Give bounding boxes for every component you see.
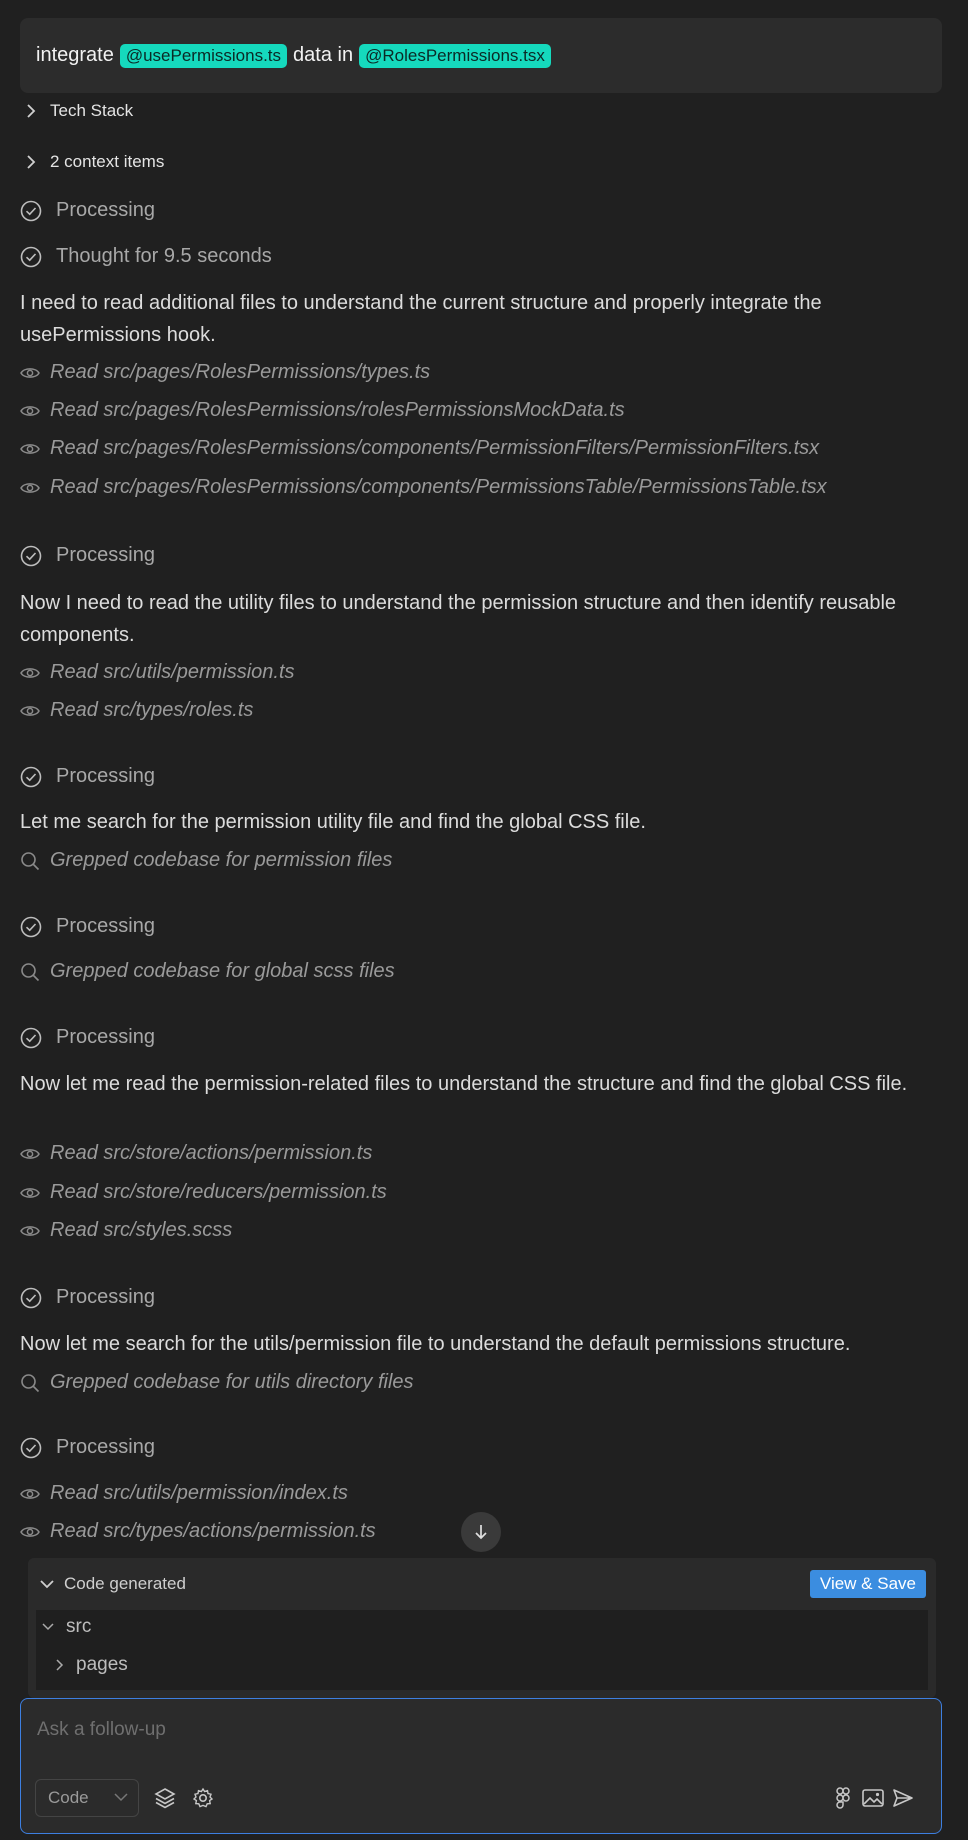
status-processing	[20, 1026, 155, 1049]
chevron-down-icon	[114, 1793, 128, 1802]
file-read-action[interactable]	[20, 699, 253, 722]
context-items-label: 2 context items	[50, 152, 165, 171]
chevron-down-icon	[42, 1623, 54, 1631]
file-read-action[interactable]	[20, 1142, 372, 1165]
status-label: Thought for 9.5 seconds	[56, 245, 272, 267]
eye-icon	[20, 442, 40, 456]
file-read-action[interactable]	[20, 399, 625, 422]
action-label: Grepped codebase for permission files	[50, 849, 393, 871]
action-label: Read src/utils/permission/index.ts	[50, 1482, 348, 1504]
tree-label: pages	[76, 1654, 128, 1675]
status-label: Processing	[56, 1286, 155, 1308]
eye-icon	[20, 481, 40, 495]
arrow-down-icon	[473, 1523, 489, 1541]
chevron-right-icon	[26, 155, 36, 169]
file-read-action[interactable]	[20, 1520, 376, 1543]
layers-icon	[153, 1786, 177, 1810]
status-label: Processing	[56, 1026, 155, 1048]
eye-icon	[20, 1224, 40, 1238]
eye-icon	[20, 404, 40, 418]
tree-folder-src[interactable]	[42, 1616, 91, 1638]
action-label: Grepped codebase for global scss files	[50, 960, 395, 982]
action-label: Read src/styles.scss	[50, 1219, 233, 1241]
action-label: Read src/pages/RolesPermissions/components/PermissionsTable/PermissionsTable.tsx	[50, 476, 827, 498]
image-upload-button[interactable]	[859, 1784, 887, 1812]
tech-stack-label: Tech Stack	[50, 101, 134, 120]
check-circle-icon	[20, 545, 42, 567]
grep-action[interactable]	[20, 1371, 414, 1394]
status-processing	[20, 1286, 155, 1309]
eye-icon	[20, 1525, 40, 1539]
file-read-action[interactable]	[20, 476, 827, 499]
eye-icon	[20, 366, 40, 380]
view-save-button[interactable]: View & Save	[810, 1570, 926, 1598]
file-read-action[interactable]	[20, 661, 295, 684]
scroll-to-bottom-button[interactable]	[461, 1512, 501, 1552]
user-prompt	[20, 18, 942, 93]
follow-up-input[interactable]	[20, 1698, 942, 1834]
send-button[interactable]	[889, 1784, 917, 1812]
eye-icon	[20, 1487, 40, 1501]
action-label: Grepped codebase for utils directory files	[50, 1371, 414, 1393]
status-label: Processing	[56, 199, 155, 221]
status-processing	[20, 765, 155, 788]
send-icon	[892, 1788, 914, 1808]
assistant-message: Now I need to read the utility files to understand the permission structure and then identify reusable components.	[20, 592, 897, 646]
action-label: Read src/utils/permission.ts	[50, 661, 295, 683]
assistant-message: Let me search for the permission utility file and find the global CSS file.	[20, 811, 646, 833]
file-read-action[interactable]	[20, 361, 430, 384]
code-generated-panel	[28, 1558, 936, 1698]
assistant-message: I need to read additional files to understand the current structure and properly integrate the usePermissions hook.	[20, 292, 822, 346]
file-read-action[interactable]	[20, 1219, 232, 1242]
assistant-message: Now let me search for the utils/permission file to understand the default permissions structure.	[20, 1333, 851, 1355]
image-icon	[862, 1789, 884, 1807]
code-generated-title: Code generated	[64, 1574, 186, 1593]
tree-label: src	[66, 1616, 92, 1637]
settings-button[interactable]	[189, 1784, 217, 1812]
search-icon	[20, 1373, 40, 1393]
action-label: Read src/store/actions/permission.ts	[50, 1142, 373, 1164]
code-generated-header[interactable]	[28, 1558, 936, 1610]
figma-icon	[835, 1786, 851, 1810]
check-circle-icon	[20, 1027, 42, 1049]
status-processing	[20, 544, 155, 567]
mode-select[interactable]	[35, 1779, 139, 1817]
search-icon	[20, 962, 40, 982]
prompt-prefix: integrate	[36, 44, 114, 66]
gear-icon	[192, 1787, 214, 1809]
search-icon	[20, 851, 40, 871]
input-placeholder: Ask a follow-up	[37, 1719, 166, 1740]
grep-action[interactable]	[20, 849, 392, 872]
grep-action[interactable]	[20, 960, 395, 983]
check-circle-icon	[20, 766, 42, 788]
check-circle-icon	[20, 200, 42, 222]
chevron-down-icon	[40, 1579, 54, 1589]
file-read-action[interactable]	[20, 437, 819, 460]
chevron-right-icon	[26, 104, 36, 118]
action-label: Read src/pages/RolesPermissions/components/PermissionFilters/PermissionFilters.tsx	[50, 437, 820, 459]
chevron-right-icon	[56, 1659, 64, 1671]
status-processing	[20, 199, 155, 222]
mention-use-permissions[interactable]: @usePermissions.ts	[120, 44, 287, 68]
tree-folder-pages[interactable]	[56, 1654, 128, 1676]
check-circle-icon	[20, 246, 42, 268]
action-label: Read src/types/roles.ts	[50, 699, 254, 721]
status-label: Processing	[56, 765, 155, 787]
prompt-middle: data in	[293, 44, 354, 66]
file-tree	[36, 1610, 928, 1690]
check-circle-icon	[20, 916, 42, 938]
tech-stack-toggle[interactable]	[26, 101, 133, 121]
action-label: Read src/pages/RolesPermissions/rolesPermissionsMockData.ts	[50, 399, 625, 421]
file-read-action[interactable]	[20, 1181, 387, 1204]
status-processing	[20, 915, 155, 938]
action-label: Read src/pages/RolesPermissions/types.ts	[50, 361, 431, 383]
status-label: Processing	[56, 544, 155, 566]
check-circle-icon	[20, 1437, 42, 1459]
eye-icon	[20, 704, 40, 718]
assistant-message: Now let me read the permission-related files to understand the structure and find the global CSS file.	[20, 1073, 908, 1095]
action-label: Read src/store/reducers/permission.ts	[50, 1181, 387, 1203]
action-label: Read src/types/actions/permission.ts	[50, 1520, 376, 1542]
status-processing	[20, 1436, 155, 1459]
eye-icon	[20, 666, 40, 680]
mode-select-value: Code	[48, 1788, 89, 1807]
figma-button[interactable]	[829, 1784, 857, 1812]
context-items-toggle[interactable]	[26, 152, 164, 172]
check-circle-icon	[20, 1287, 42, 1309]
mention-roles-permissions[interactable]: @RolesPermissions.tsx	[359, 44, 551, 68]
eye-icon	[20, 1186, 40, 1200]
status-label: Processing	[56, 915, 155, 937]
status-label: Processing	[56, 1436, 155, 1458]
layers-button[interactable]	[151, 1784, 179, 1812]
status-thought[interactable]	[20, 245, 272, 268]
eye-icon	[20, 1147, 40, 1161]
file-read-action[interactable]	[20, 1482, 348, 1505]
